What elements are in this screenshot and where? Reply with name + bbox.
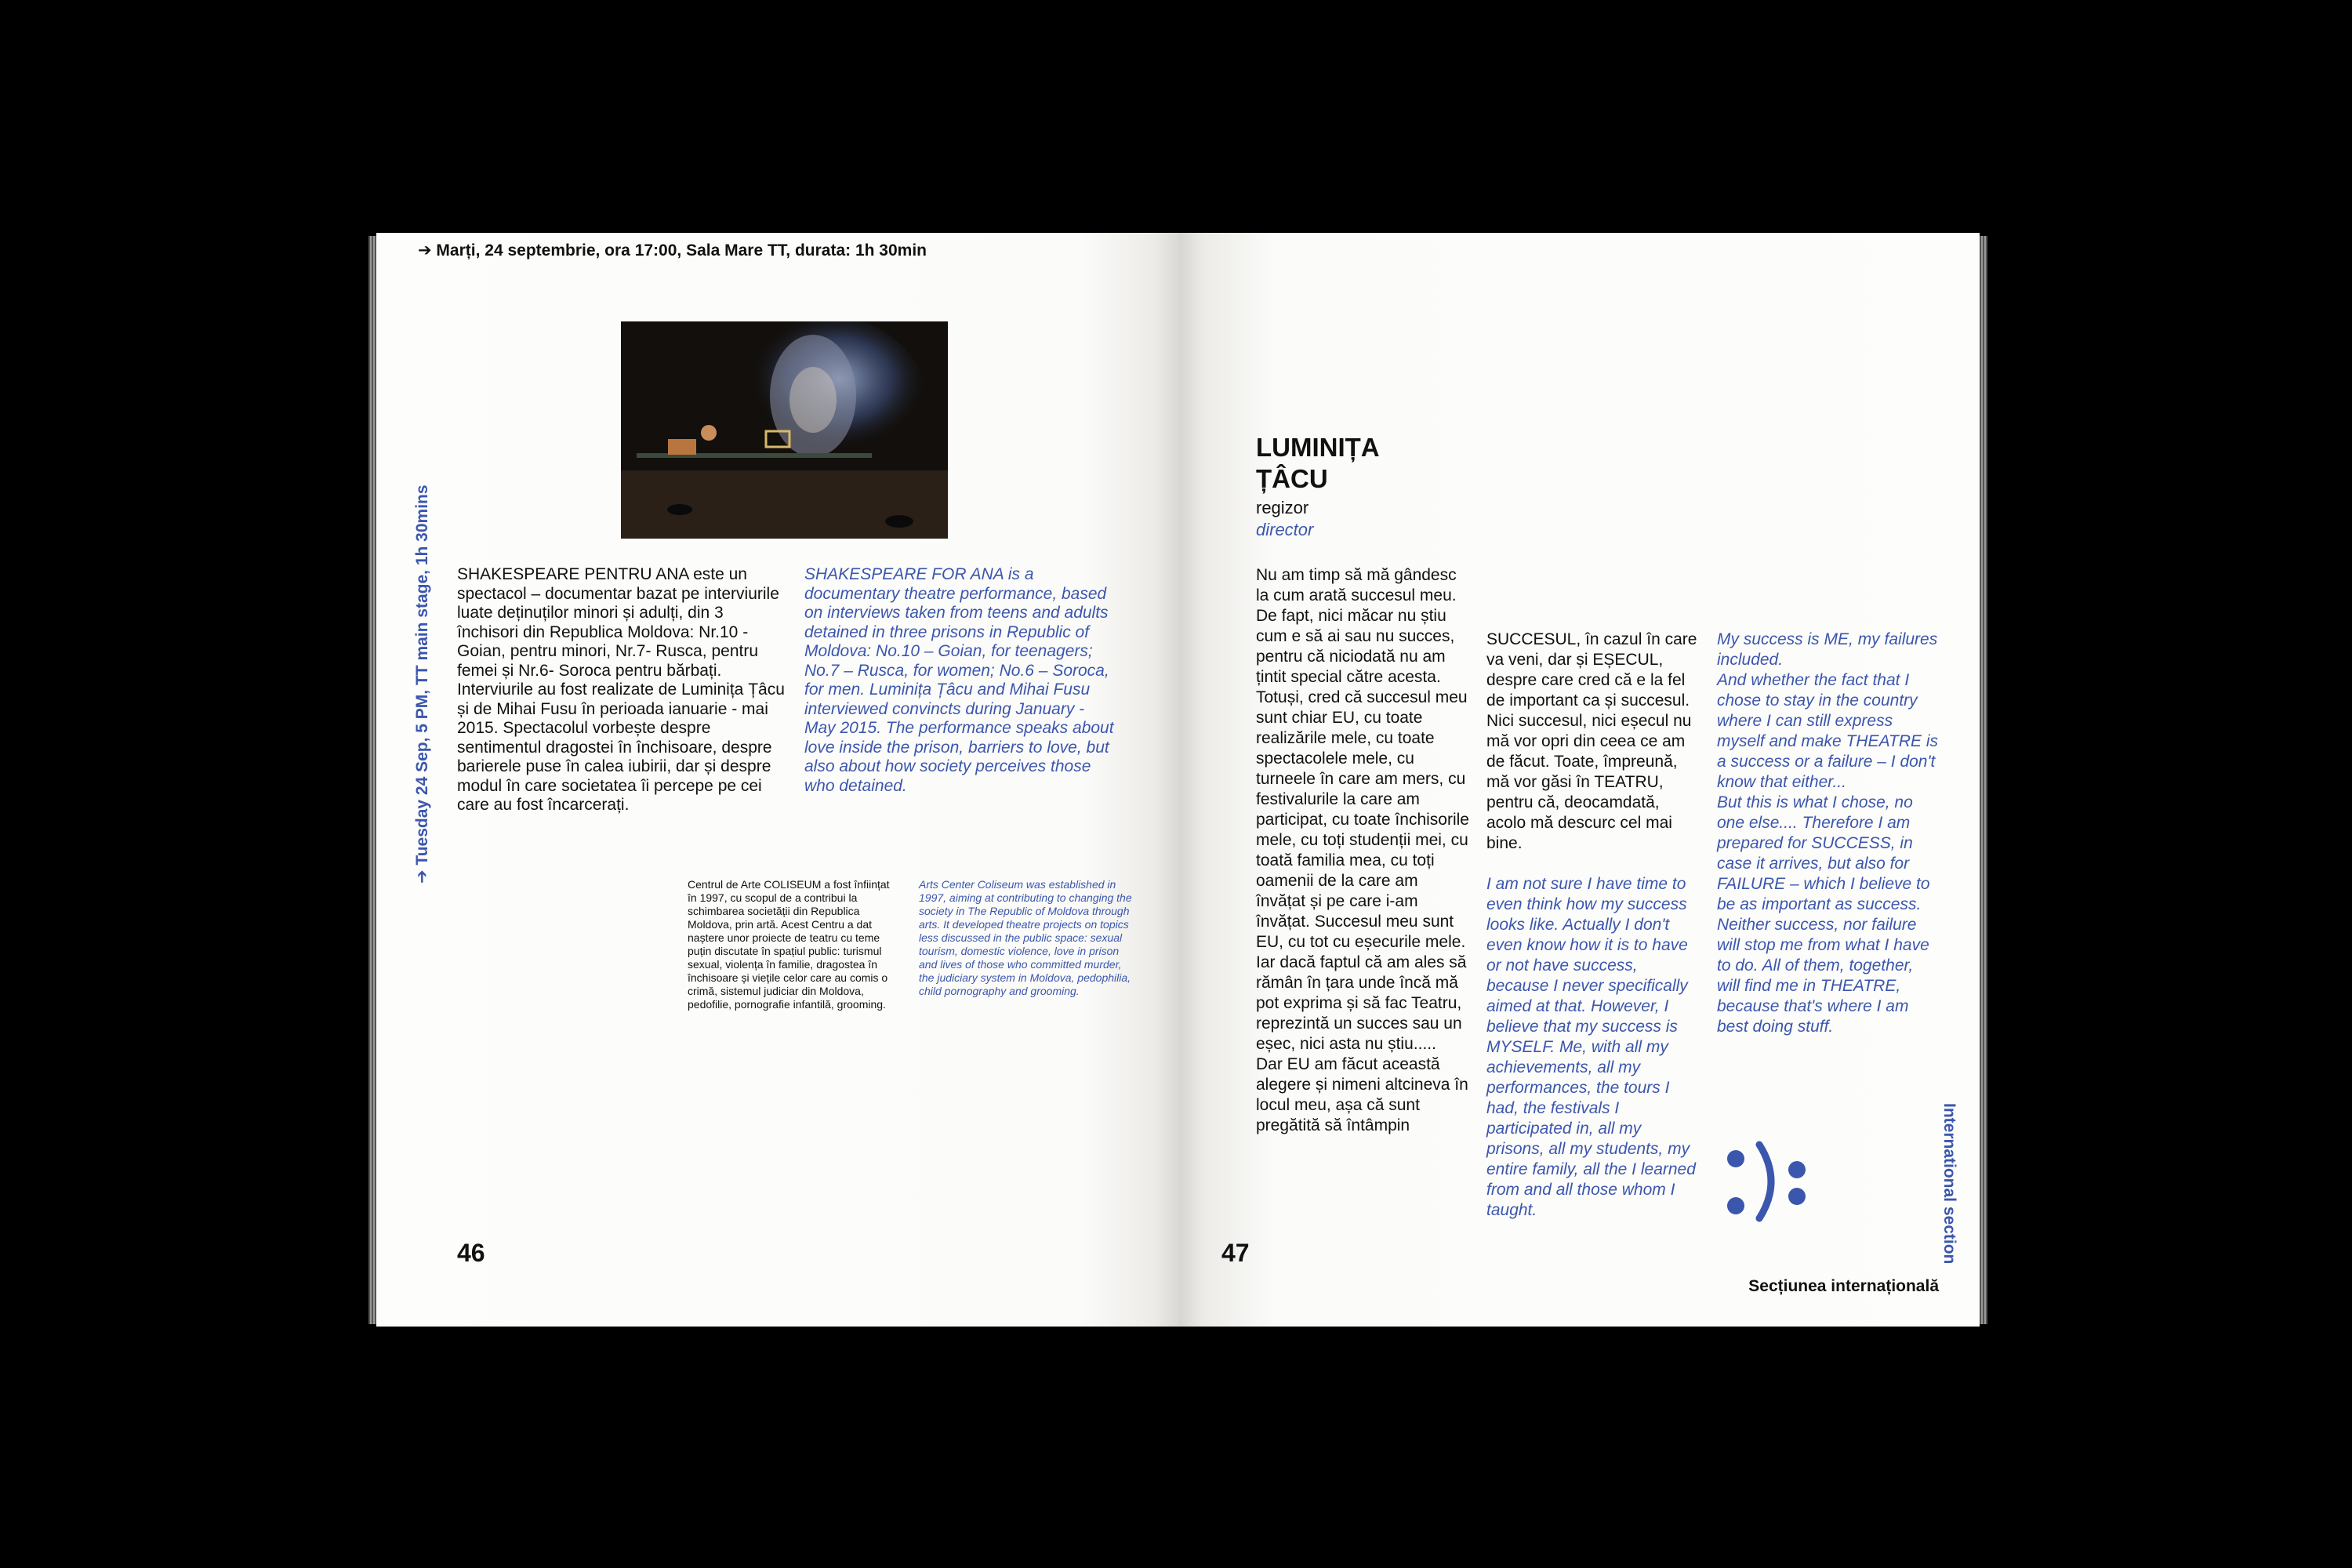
role-ro: regizor: [1256, 498, 1309, 517]
left-page: [376, 233, 1179, 1327]
interview-ro-col1: Nu am timp să mă gândesc la cum arată succesul meu. De fapt, nici măcar nu știu cum e să ai sau nu succes, pentru că niciodată nu am țintit special către acesta. Totuși, cred că succesul meu sunt chiar EU, cu toate realizările mele, cu toate spectacolele mele, cu turneele în care am mers, cu festivalurile la care am participat, cu toate închisorile mele, cu toți studenții mei, cu toată familia mea, cu toți oamenii de la care am învățat și pe care i-am învățat. Succesul meu sunt EU, cu tot cu eșecurile mele. Iar dacă faptul că am ales să rămân în țara unde încă mă pot exprima și să fac Teatru, reprezintă un succes sau un eșec, nici asta nu știu..... Dar EU am făcut această alegere și nimeni altcineva în locul meu, așa că sunt pregătită să întâmpin: [1256, 566, 1469, 1134]
performance-photo-left: [621, 321, 948, 539]
page-number-right: 47: [1221, 1239, 1250, 1267]
director-name-line2: ȚÂCU: [1256, 464, 1328, 493]
section-footer: Secțiunea internațională: [1748, 1277, 1939, 1295]
vertical-event-label-text: ➔ Tuesday 24 Sep, 5 PM, TT main stage, 1h 30mins: [413, 485, 431, 884]
coliseum-note-ro: Centrul de Arte COLISEUM a fost înființat în 1997, cu scopul de a contribui la schimbarea societății din Republica Moldova, prin artă. Acest Centru a dat naștere unor proiecte de teatru cu teme puțin discutate în spațiul public: turismul sexual, violența în familie, dragostea în închisoare și viețile celor care au comis o crimă, sistemul judiciar din Moldova, pedofilie, pornografie infantilă, grooming.: [688, 878, 890, 1011]
vertical-section-label-text: International section: [1940, 1103, 1958, 1265]
page-number-left: 46: [457, 1239, 485, 1267]
face-emoticon-icon: [1719, 1138, 1820, 1225]
magazine-spread: [376, 233, 1980, 1327]
role-en: director: [1256, 520, 1314, 539]
director-name-line1: LUMINIȚA: [1256, 433, 1380, 462]
description-en: SHAKESPEARE FOR ANA is a documentary theatre performance, based on interviews taken from teens and adults detained in three prisons in Republic of Moldova: No.10 – Goian, for teenagers; No.7 – Rusca, for women; No.6 – Soroca, for men. Luminița Țâcu and Mihai Fusu interviewed convincts during January - May 2015. The performance speaks about love inside the prison, barriers to love, but also about how society perceives those who detained.: [804, 565, 1114, 795]
director-name: [1256, 432, 1380, 495]
interview-ro-col2: SUCCESUL, în cazul în care va veni, dar și EȘECUL, despre care cred că e la fel de important ca și succesul. Nici succesul, nici eșecul nu mă vor opri din ceea ce am de făcut. Toate, împreună, mă vor găsi în TEATRU, pentru că, deocamdată, acolo mă descurc cel mai bine.: [1486, 630, 1697, 852]
interview-en-col2: I am not sure I have time to even think how my success looks like. Actually I don't even know how it is to have or not have success, because I never specifically aimed at that. However, I believe that my success is MYSELF. Me, with all my achievements, all my performances, the tours I had, the festivals I participated in, all my prisons, all my students, my entire family, all the I learned from and all those whom I taught.: [1486, 875, 1696, 1219]
interview-en-col3: My success is ME, my failures included. And whether the fact that I chose to stay in the country where I can still express myself and make THEATRE is a success or a failure – I don't know that either... But this is what I chose, no one else.... Therefore I am prepared for SUCCESS, in case it arrives, but also for FAILURE – which I believe to be as important as success. Neither success, nor failure will stop me from what I have to do. All of them, together, will find me in THEATRE, because that's where I am best doing stuff.: [1717, 630, 1939, 1036]
description-ro: SHAKESPEARE PENTRU ANA este un spectacol – documentar bazat pe interviurile luate deținuților minori și adulți, din 3 închisori din Republica Moldova: Nr.10 - Goian, pentru minori, Nr.7- Rusca, pentru femei și Nr.6- Soroca pentru bărbați. Interviurile au fost realizate de Luminița Țâcu și de Mihai Fusu în perioada ianuarie - mai 2015. Spectacolul vorbește despre sentimentul dragostei în închisoare, despre barierele puse în calea iubirii, dar și despre modul în care societatea îi percepe pe cei care au fost încarcerați.: [457, 565, 785, 814]
coliseum-note-en: Arts Center Coliseum was established in 1997, aiming at contributing to changing the society in The Republic of Moldova through arts. It developed theatre projects on topics less discussed in the public space: sexual tourism, domestic violence, love in prison and lives of those who committed murder, the judiciary system in Moldova, pedophilia, child pornography and grooming.: [919, 878, 1132, 997]
event-header: ➔ Marți, 24 septembrie, ora 17:00, Sala Mare TT, durata: 1h 30min: [418, 241, 927, 260]
vertical-section-label: [1938, 1103, 1960, 1327]
vertical-event-label: [412, 264, 434, 884]
right-page: [1179, 233, 1980, 1327]
